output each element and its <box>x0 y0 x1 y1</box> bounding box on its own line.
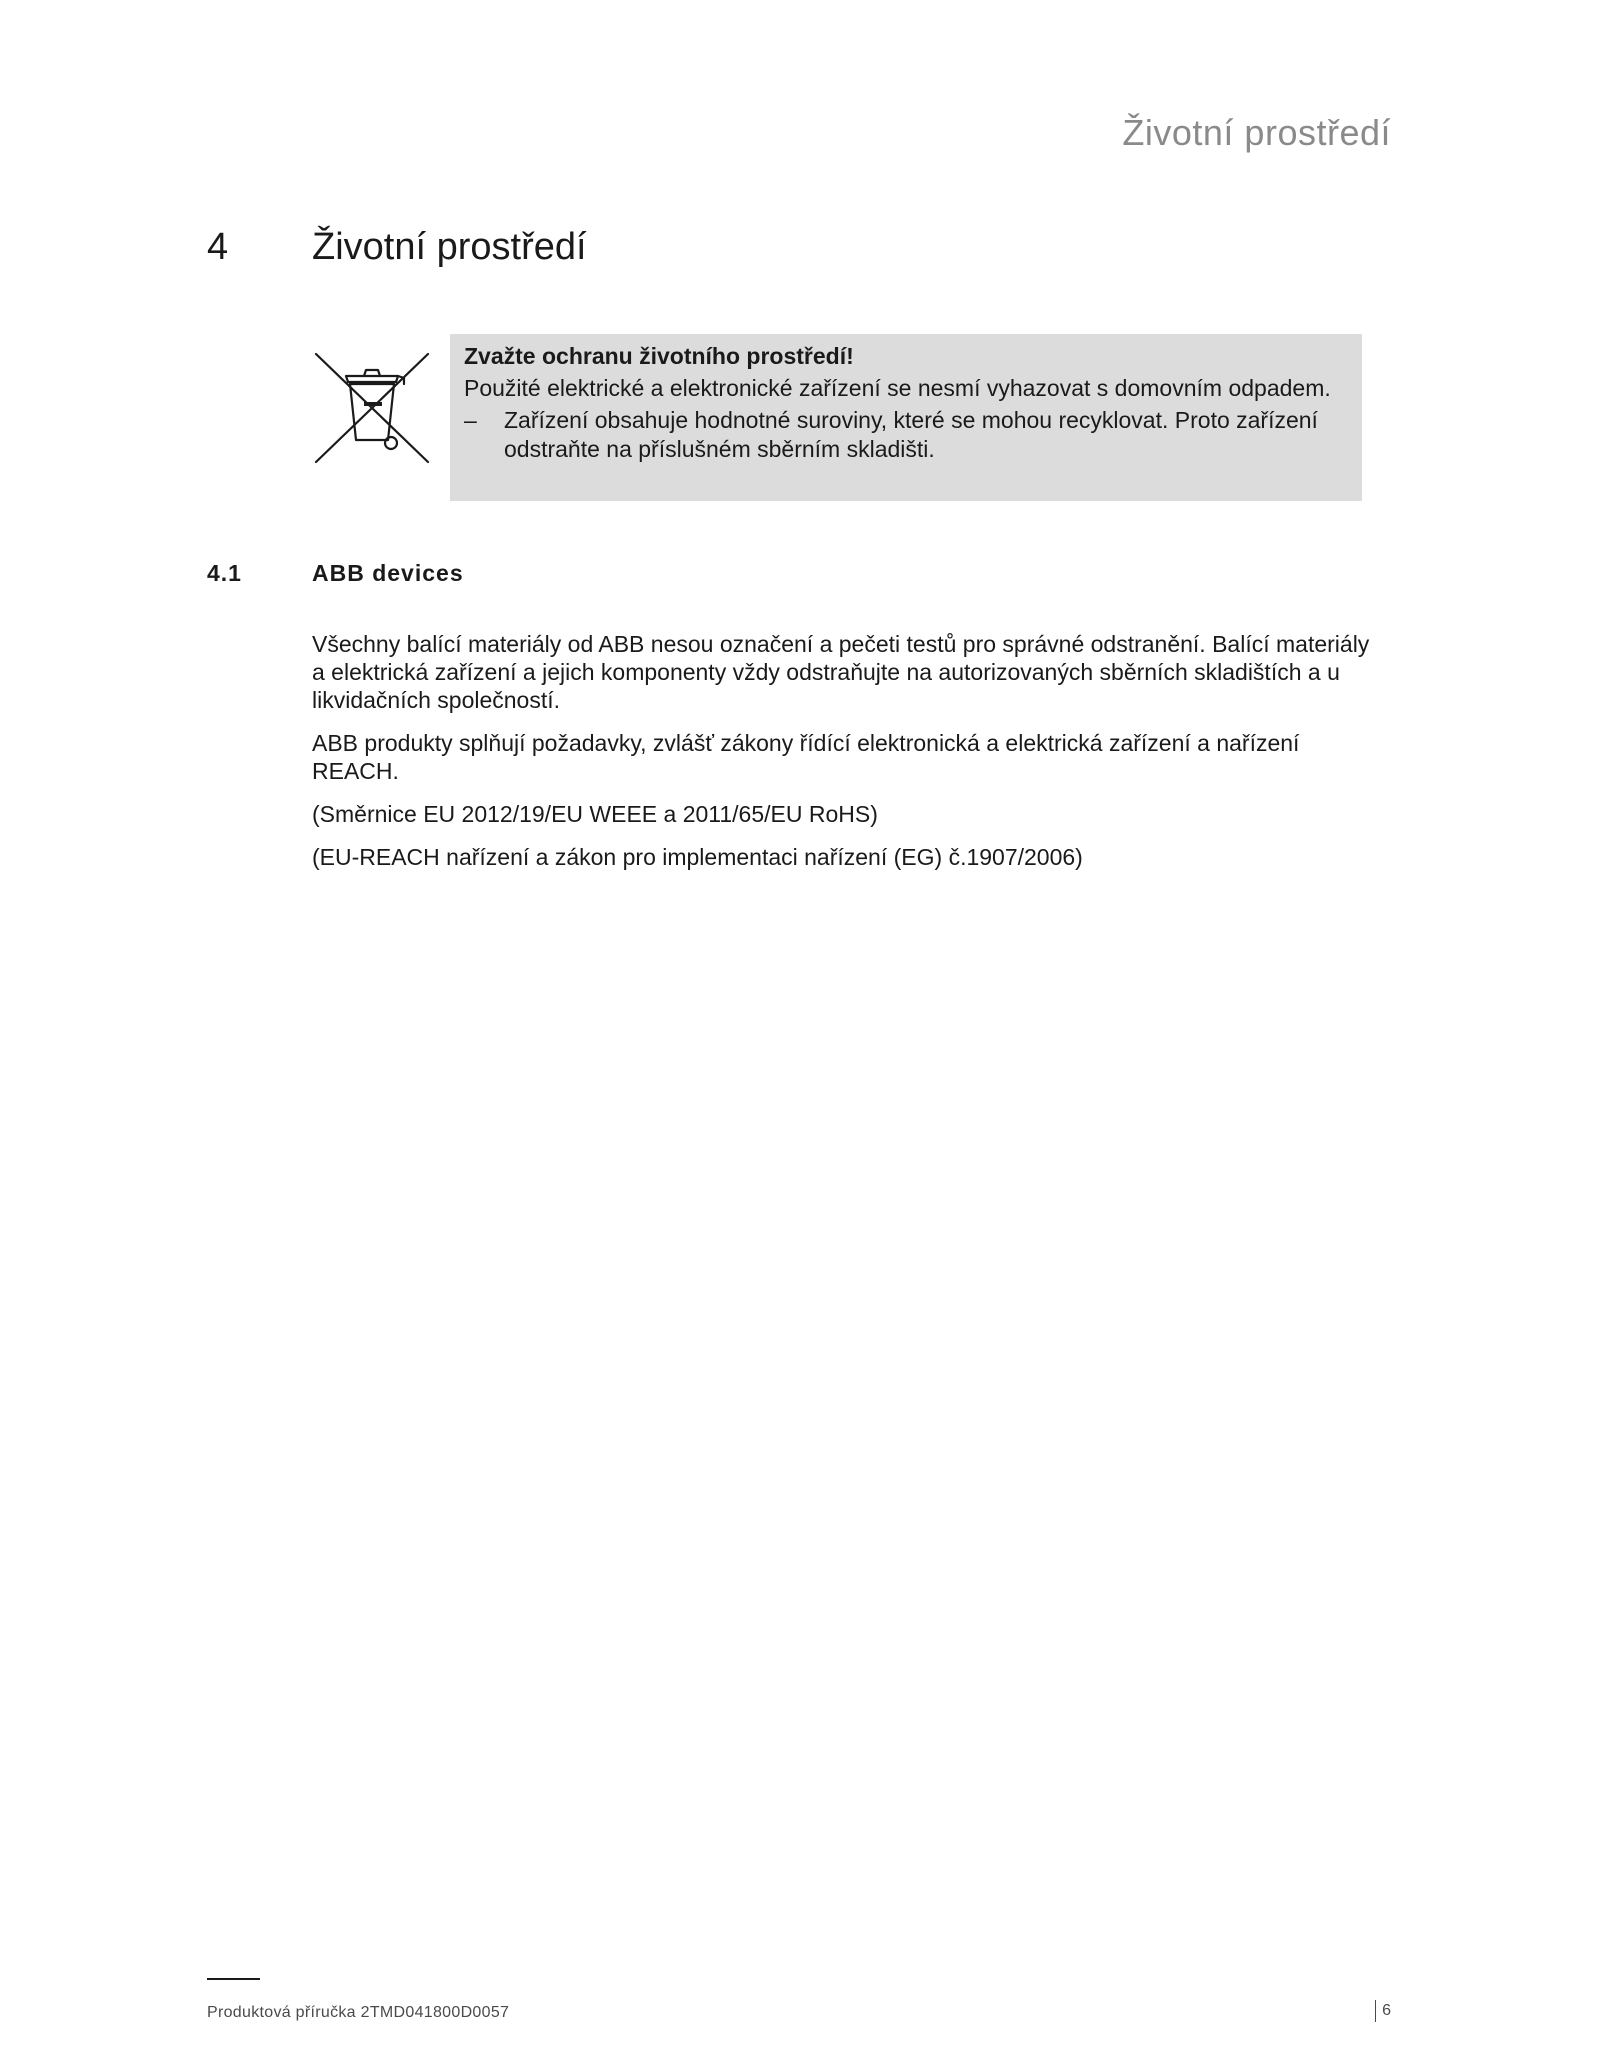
footer-document-title: Produktová příručka 2TMD041800D0057 <box>207 2004 510 2021</box>
section-number: 4.1 <box>207 560 242 586</box>
bullet-dash: – <box>464 407 477 433</box>
bullet-text: Zařízení obsahuje hodnotné suroviny, které se mohou recyklovat. Proto zařízení odstraňte na příslušném sběrním skladišti. <box>504 407 1318 462</box>
footer-rule <box>207 1978 260 1980</box>
footer-page <box>1375 2000 1391 2022</box>
section-body <box>312 630 1372 886</box>
notice-bullet <box>464 406 1348 464</box>
running-header: Životní prostředí <box>1122 112 1391 153</box>
paragraph: (Směrnice EU 2012/19/EU WEEE a 2011/65/EU RoHS) <box>312 801 878 827</box>
page-separator <box>1375 2000 1376 2022</box>
crossed-out-wheelie-bin-icon <box>312 348 432 468</box>
paragraph: ABB produkty splňují požadavky, zvlášť zákony řídící elektronická a elektrická zařízení a nařízení REACH. <box>312 730 1300 784</box>
chapter-heading <box>207 226 1391 276</box>
chapter-title: Životní prostředí <box>312 226 587 268</box>
chapter-number: 4 <box>207 226 229 268</box>
notice-title: Zvažte ochranu životního prostředí! <box>464 343 854 369</box>
paragraph: (EU-REACH nařízení a zákon pro implementaci nařízení (EG) č.1907/2006) <box>312 844 1083 870</box>
notice-box <box>450 334 1362 501</box>
notice-text: Použité elektrické a elektronické zařízení se nesmí vyhazovat s domovním odpadem. <box>464 375 1331 401</box>
page-number: 6 <box>1382 2002 1391 2019</box>
environment-notice <box>312 334 1362 501</box>
section-title: ABB devices <box>312 560 464 586</box>
paragraph: Všechny balící materiály od ABB nesou označení a pečeti testů pro správné odstranění. Balící materiály a elektrická zařízení a jejich komponenty vždy odstraňujte na autorizovaných sběrních skladištích a u likvidačních společností. <box>312 631 1370 713</box>
